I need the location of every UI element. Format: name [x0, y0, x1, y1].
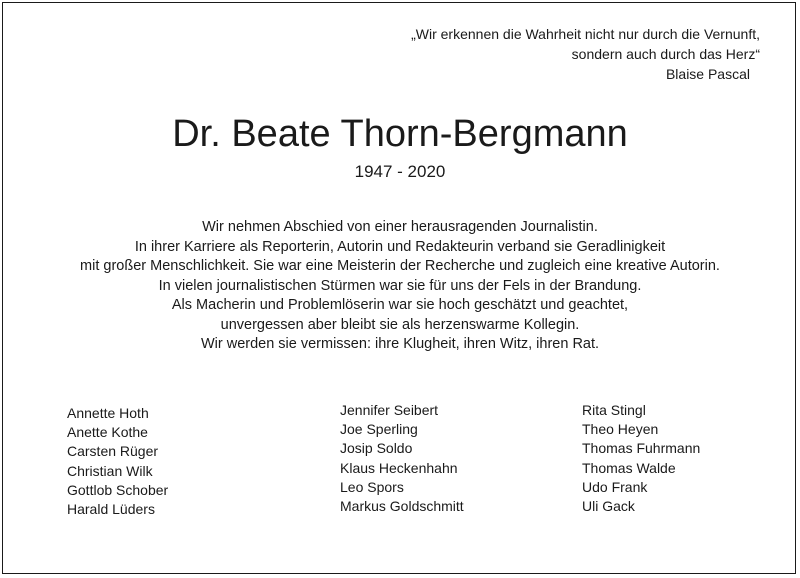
tribute-line: mit großer Menschlichkeit. Sie war eine Meisterin der Recherche und zugleich eine kreative Autorin.: [80, 258, 720, 274]
signatory-name: Theo Heyen: [582, 421, 659, 438]
signatory-name: Thomas Walde: [582, 459, 676, 476]
quote-line-2: sondern auch durch das Herz“: [571, 46, 760, 62]
tribute-line: Wir nehmen Abschied von einer herausragenden Journalistin.: [202, 219, 598, 235]
signatory-name: Klaus Heckenhahn: [340, 459, 458, 476]
signatories-column-2: [340, 401, 464, 516]
tribute-line: In ihrer Karriere als Reporterin, Autorin und Redakteurin verband sie Geradlinigkeit: [134, 238, 666, 255]
signatory-name: Jennifer Seibert: [340, 402, 439, 418]
signatory-name: Joe Sperling: [340, 421, 418, 438]
tribute-line: Wir werden sie vermissen: ihre Klugheit, ihren Witz, ihren Rat.: [200, 336, 600, 352]
signatory-name: Christian Wilk: [67, 462, 153, 479]
tribute-text: [0, 218, 800, 355]
quote-line-1: „Wir erkennen die Wahrheit nicht nur durch die Vernunft,: [411, 26, 760, 42]
signatory-name: Josip Soldo: [340, 440, 413, 457]
signatory-name: Rita Stingl: [582, 402, 646, 418]
signatory-name: Thomas Fuhrmann: [582, 440, 701, 457]
deceased-name: Dr. Beate Thorn-Bergmann: [172, 113, 628, 155]
signatory-name: Anette Kothe: [67, 424, 148, 441]
signatory-name: Annette Hoth: [67, 405, 149, 421]
quote-block: [300, 24, 760, 84]
tribute-line: In vielen journalistischen Stürmen war sie für uns der Fels in der Brandung.: [158, 277, 642, 294]
signatory-name: Leo Spors: [340, 478, 404, 495]
signatory-name: Gottlob Schober: [67, 481, 169, 498]
tribute-line: unvergessen aber bleibt sie als herzenswarme Kollegin.: [220, 316, 580, 333]
signatory-name: Uli Gack: [582, 498, 635, 515]
signatory-name: Udo Frank: [582, 478, 648, 495]
life-years: 1947 - 2020: [354, 162, 446, 181]
quote-author: Blaise Pascal: [665, 66, 750, 82]
tribute-line: Als Macherin und Problemlöserin war sie hoch geschätzt und geachtet,: [171, 297, 629, 313]
signatory-name: Harald Lüders: [67, 501, 155, 518]
signatories-column-3: [582, 401, 700, 516]
signatory-name: Carsten Rüger: [67, 443, 159, 460]
signatory-name: Markus Goldschmitt: [340, 498, 464, 515]
signatories-column-1: [67, 404, 168, 519]
